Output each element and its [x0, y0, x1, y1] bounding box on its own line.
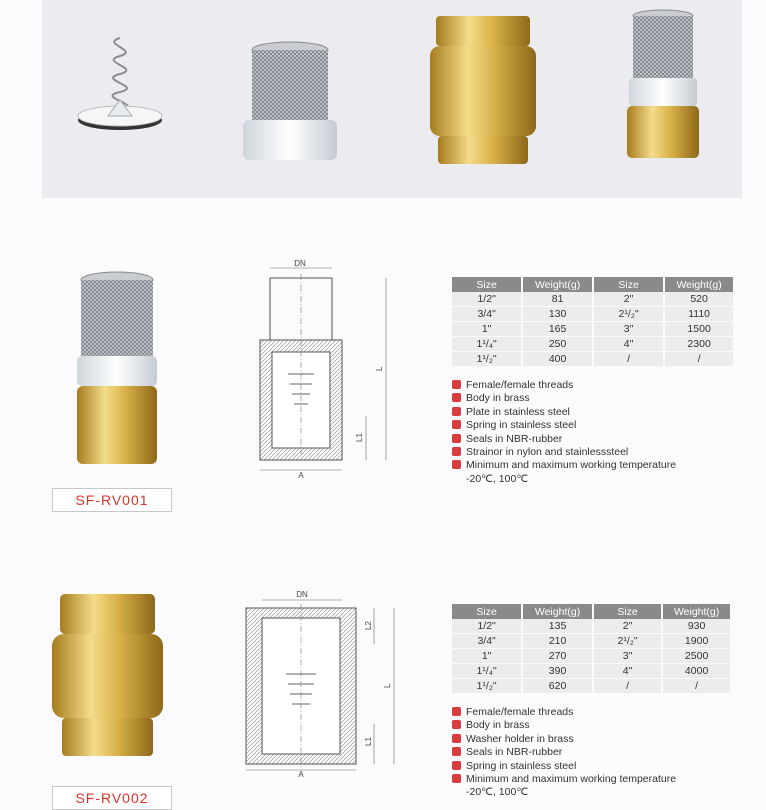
- col-weight: Weight(g): [662, 604, 731, 619]
- table-cell: 400: [522, 352, 593, 367]
- table-cell: 250: [522, 337, 593, 352]
- table-cell: 1¹/₂": [452, 352, 522, 367]
- table-cell: 520: [664, 292, 734, 307]
- table-cell: 135: [522, 619, 593, 634]
- col-weight: Weight(g): [522, 604, 593, 619]
- col-size: Size: [452, 604, 522, 619]
- table-cell: 1500: [664, 322, 734, 337]
- table-cell: 1": [452, 649, 522, 664]
- bullet-icon: [452, 747, 461, 756]
- table-cell: 3/4": [452, 634, 522, 649]
- col-size: Size: [452, 277, 522, 292]
- table-cell: 930: [662, 619, 731, 634]
- bullet-icon: [452, 380, 461, 389]
- table-row: [452, 664, 731, 679]
- drawing-l-label: L: [383, 683, 392, 688]
- table-row: [452, 337, 734, 352]
- sf-rv001-drawing: [248, 256, 408, 481]
- drawing-l2-label: L2: [364, 621, 373, 630]
- list-item: Body in brass: [452, 719, 676, 732]
- list-item: Strainor in nylon and stainlesssteel: [452, 446, 676, 459]
- table-cell: /: [593, 352, 664, 367]
- brass-check-valve-image: [428, 10, 538, 170]
- sf-rv002-spec-table: [452, 604, 732, 694]
- list-item: Seals in NBR-rubber: [452, 433, 676, 446]
- table-cell: 4000: [662, 664, 731, 679]
- list-item: -20℃, 100℃: [466, 786, 529, 799]
- drawing-dn-label: DN: [294, 259, 306, 268]
- table-cell: 1900: [662, 634, 731, 649]
- table-cell: 3": [593, 322, 664, 337]
- table-cell: 2¹/₂": [593, 307, 664, 322]
- bullet-icon: [452, 707, 461, 716]
- table-cell: 2300: [664, 337, 734, 352]
- sf-rv002-features: [452, 706, 676, 800]
- table-cell: 2500: [662, 649, 731, 664]
- table-cell: 1¹/₄": [452, 337, 522, 352]
- bullet-icon: [452, 407, 461, 416]
- table-cell: 3": [593, 649, 662, 664]
- table-cell: 210: [522, 634, 593, 649]
- table-row: [452, 634, 731, 649]
- table-row: [452, 649, 731, 664]
- table-cell: 1": [452, 322, 522, 337]
- sf-rv001-spec-table: [452, 277, 735, 367]
- list-item: -20℃, 100℃: [466, 472, 529, 485]
- table-cell: 1/2": [452, 292, 522, 307]
- sf-rv001-features: [452, 379, 676, 486]
- table-cell: /: [593, 679, 662, 694]
- sf-rv002-drawing: [232, 588, 412, 780]
- table-row: [452, 292, 734, 307]
- spring-disc-image: [70, 30, 170, 150]
- list-item: Seals in NBR-rubber: [452, 746, 676, 759]
- list-item: Spring in stainless steel: [452, 760, 676, 773]
- model-label-sf-rv002: SF-RV002: [52, 786, 172, 810]
- table-row: [452, 322, 734, 337]
- bullet-icon: [452, 720, 461, 729]
- table-cell: 81: [522, 292, 593, 307]
- table-cell: 165: [522, 322, 593, 337]
- table-cell: 1110: [664, 307, 734, 322]
- drawing-a-label: A: [298, 471, 304, 480]
- sf-rv001-photo: [75, 270, 165, 470]
- bullet-icon: [452, 447, 461, 456]
- col-weight: Weight(g): [522, 277, 593, 292]
- table-cell: 3/4": [452, 307, 522, 322]
- drawing-a-label: A: [298, 770, 304, 779]
- table-cell: 1¹/₂": [452, 679, 522, 694]
- drawing-l-label: L: [375, 366, 384, 371]
- list-item: Female/female threads: [452, 706, 676, 719]
- table-cell: 4": [593, 664, 662, 679]
- sf-rv002-photo: [50, 590, 165, 760]
- table-cell: 2¹/₂": [593, 634, 662, 649]
- table-cell: 2": [593, 292, 664, 307]
- bullet-icon: [452, 393, 461, 402]
- table-row: [452, 352, 734, 367]
- bullet-icon: [452, 734, 461, 743]
- table-cell: 620: [522, 679, 593, 694]
- table-cell: /: [664, 352, 734, 367]
- col-size: Size: [593, 277, 664, 292]
- table-cell: 270: [522, 649, 593, 664]
- table-cell: 390: [522, 664, 593, 679]
- bullet-icon: [452, 761, 461, 770]
- drawing-l1-label: L1: [355, 433, 364, 442]
- brass-valve-with-strainer-image: [625, 8, 705, 168]
- bullet-icon: [452, 434, 461, 443]
- table-cell: 130: [522, 307, 593, 322]
- model-label-sf-rv001: SF-RV001: [52, 488, 172, 512]
- col-size: Size: [593, 604, 662, 619]
- drawing-l1-label: L1: [364, 737, 373, 746]
- list-item: Female/female threads: [452, 379, 676, 392]
- table-cell: 4": [593, 337, 664, 352]
- list-item: Minimum and maximum working temperature: [452, 773, 676, 786]
- bullet-icon: [452, 774, 461, 783]
- table-cell: /: [662, 679, 731, 694]
- bullet-icon: [452, 460, 461, 469]
- table-row: [452, 679, 731, 694]
- table-cell: 1¹/₄": [452, 664, 522, 679]
- table-cell: 1/2": [452, 619, 522, 634]
- bullet-icon: [452, 420, 461, 429]
- col-weight: Weight(g): [664, 277, 734, 292]
- table-row: [452, 307, 734, 322]
- list-item: Body in brass: [452, 392, 676, 405]
- drawing-dn-label: DN: [296, 590, 308, 599]
- list-item: Plate in stainless steel: [452, 406, 676, 419]
- list-item: Spring in stainless steel: [452, 419, 676, 432]
- strainer-part-image: [235, 38, 345, 168]
- table-cell: 2": [593, 619, 662, 634]
- table-row: [452, 619, 731, 634]
- list-item: Minimum and maximum working temperature: [452, 459, 676, 472]
- list-item: Washer holder in brass: [452, 733, 676, 746]
